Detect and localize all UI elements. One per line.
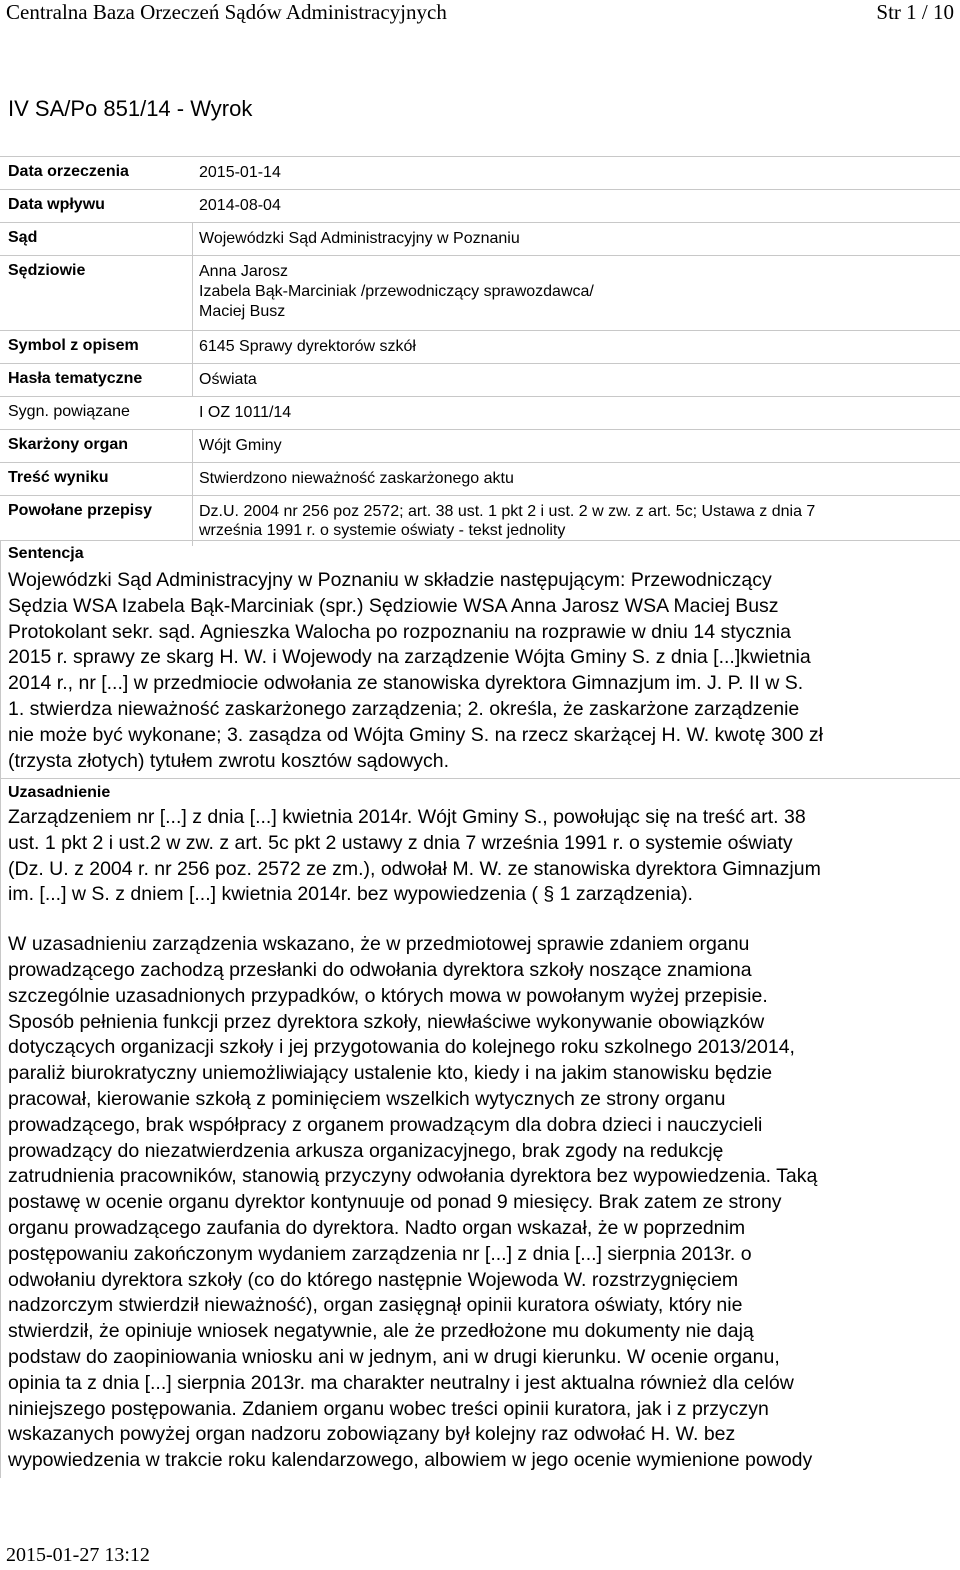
symbol-label: Symbol z opisem xyxy=(8,337,139,354)
print-timestamp: 2015-01-27 13:12 xyxy=(6,1544,150,1566)
receipt-label: Data wpływu xyxy=(8,196,105,213)
text-line: Zarządzeniem nr [...] z dnia [...] kwietnia 2014r. Wójt Gminy S., powołując się na treść art. 38 xyxy=(8,806,806,828)
meta-row-symbol xyxy=(0,330,960,363)
meta-row-receipt xyxy=(0,189,960,222)
receipt-value: 2014-08-04 xyxy=(199,197,281,214)
metadata-table xyxy=(0,156,960,546)
text-line: szczególnie uzasadnionych przypadków, o których mowa w powołanym wyżej przepisie. xyxy=(8,984,768,1007)
uzasadnienie-para-1 xyxy=(8,805,952,908)
text-line: paraliż biurokratyczny uniemożliwiający ustalenie kto, kiedy i na jakim stanowisku będzie xyxy=(8,1062,773,1085)
text-line: Sędzia WSA Izabela Bąk-Marciniak (spr.) Sędziowie WSA Anna Jarosz WSA Maciej Busz xyxy=(8,594,779,617)
page-header xyxy=(6,0,954,28)
symbol-value: 6145 Sprawy dyrektorów szkół xyxy=(199,338,416,355)
text-line: prowadzący do niezatwierdzenia arkusza organizacyjnego, brak zgody na redukcję xyxy=(8,1139,724,1162)
uzasadnienie-heading: Uzasadnienie xyxy=(8,784,111,801)
text-line: organu prowadzącego zaufania do dyrektora. Nadto organ wskazał, że w poprzednim xyxy=(8,1216,746,1239)
text-line: 1. stwierdza nieważność zaskarżonego zarządzenia; 2. określa, że zaskarżone zarządzenie xyxy=(8,697,800,720)
text-line: 2015 r. sprawy ze skarg H. W. i Wojewody na zarządzenie Wójta Gminy S. z dnia [...]kwietnia xyxy=(8,646,811,669)
meta-row-court xyxy=(0,222,960,255)
meta-row-provisions xyxy=(0,495,960,546)
text-line: zatrudnienia pracowników, stanowią przyczyny odwołania dyrektora bez wypowiedzenia. Taką xyxy=(8,1165,818,1188)
text-line: prowadzącego, brak współpracy z organem prowadzącym dla dobra dzieci i nauczycieli xyxy=(8,1113,763,1136)
meta-row-result xyxy=(0,462,960,495)
text-line: prowadzącego zachodzą przesłanki do odwołania dyrektora szkoły noszące znamiona xyxy=(8,958,752,981)
text-line: nadzorczym stwierdził nieważność), organ zasięgnął opinii kuratora oświaty, który nie xyxy=(8,1294,743,1317)
keywords-label: Hasła tematyczne xyxy=(8,370,143,387)
text-line: odwołaniu dyrektora szkoły (co do którego następnie Wojewoda W. rozstrzygnięciem xyxy=(8,1268,739,1291)
meta-row-keywords xyxy=(0,363,960,396)
meta-row-related xyxy=(0,396,960,429)
text-line: W uzasadnieniu zarządzenia wskazano, że w przedmiotowej sprawie zdaniem organu xyxy=(8,933,750,956)
meta-row-organ xyxy=(0,429,960,462)
related-value: I OZ 1011/14 xyxy=(199,404,292,421)
text-line: Protokolant sekr. sąd. Agnieszka Walocha po rozpoznaniu na rozprawie w dniu 14 stycznia xyxy=(8,620,791,643)
judges-label: Sędziowie xyxy=(8,262,86,279)
text-line: podstaw do zaopiniowania wniosku ani w jednym, ani w drugi kierunku. W ocenie organu, xyxy=(8,1345,780,1368)
text-line: wypowiedzenia w trakcie roku kalendarzowego, albowiem w jego ocenie wymienione powody xyxy=(8,1449,813,1472)
result-value: Stwierdzono nieważność zaskarżonego aktu xyxy=(199,470,514,487)
sentencja-heading: Sentencja xyxy=(8,545,84,562)
provisions-line: Dz.U. 2004 nr 256 poz 2572; art. 38 ust. 1 pkt 2 i ust. 2 w zw. z art. 5c; Ustawa z dnia 7 xyxy=(199,503,816,520)
court-label: Sąd xyxy=(8,229,38,246)
result-label: Treść wyniku xyxy=(8,469,109,486)
text-line: wskazanych powyżej organ nadzoru zobowiązany był kolejny raz odwołać H. W. bez xyxy=(8,1423,736,1446)
sentencja-section xyxy=(8,545,952,774)
text-line: pracował, kierowanie szkołą z pominięciem wszelkich wytycznych ze strony organu xyxy=(8,1087,726,1110)
judge-name: Izabela Bąk-Marciniak /przewodniczący sprawozdawca/ xyxy=(199,283,594,300)
site-title: Centralna Baza Orzeczeń Sądów Administracyjnych xyxy=(6,0,447,24)
text-line: Wojewódzki Sąd Administracyjny w Poznaniu w składzie następującym: Przewodniczący xyxy=(8,569,772,591)
judge-name: Anna Jarosz xyxy=(199,263,288,280)
text-line: postawę w ocenie organu dyrektor kontynuuje od ponad 9 miesięcy. Brak zatem ze strony xyxy=(8,1191,782,1214)
text-line: (Dz. U. z 2004 r. nr 256 poz. 2572 ze zm.), odwołał M. W. ze stanowiska dyrektora Gimnazjum xyxy=(8,857,821,880)
text-line: nie może być wykonane; 3. zasądza od Wójta Gminy S. na rzecz skarżącej H. W. kwotę 300 zł xyxy=(8,723,824,746)
organ-value: Wójt Gminy xyxy=(199,437,282,454)
text-line: postępowaniu zakończonym wydaniem zarządzenia nr [...] z dnia [...] sierpnia 2013r. o xyxy=(8,1242,752,1265)
judges-list xyxy=(199,262,594,321)
date-value: 2015-01-14 xyxy=(199,164,281,181)
meta-row-judges xyxy=(0,255,960,330)
date-label: Data orzeczenia xyxy=(8,163,129,180)
text-line: ust. 1 pkt 2 i ust.2 w zw. z art. 5c pkt 2 ustawy z dnia 7 września 1991 r. o systemie oświaty xyxy=(8,831,793,854)
text-line: dotyczących organizacji szkoły i jej przygotowania do kolejnego roku szkolnego 2013/2014, xyxy=(8,1036,795,1059)
text-line: opinia ta z dnia [...] sierpnia 2013r. ma charakter neutralny i jest aktualna również dla celów xyxy=(8,1371,794,1394)
uzasadnienie-section xyxy=(8,784,952,1474)
text-line: 2014 r., nr [...] w przedmiocie odwołania ze stanowiska dyrektora Gimnazjum im. J. P. II w S. xyxy=(8,672,804,695)
organ-label: Skarżony organ xyxy=(8,436,129,453)
court-value: Wojewódzki Sąd Administracyjny w Poznaniu xyxy=(199,230,520,247)
text-line: niniejszego postępowania. Zdaniem organu wobec treści opinii kuratora, jak i z przyczyn xyxy=(8,1397,769,1420)
sentencja-body xyxy=(8,568,952,774)
keywords-value: Oświata xyxy=(199,371,257,388)
text-line: im. [...] w S. z dniem [...] kwietnia 2014r. bez wypowiedzenia ( § 1 zarządzenia). xyxy=(8,883,693,906)
provisions-value xyxy=(199,502,815,540)
case-title: IV SA/Po 851/14 - Wyrok xyxy=(8,96,253,121)
provisions-label: Powołane przepisy xyxy=(8,502,153,519)
related-label: Sygn. powiązane xyxy=(8,403,130,420)
uzasadnienie-para-2 xyxy=(8,932,952,1474)
provisions-line: września 1991 r. o systemie oświaty - tekst jednolity xyxy=(199,522,566,539)
text-line: Sposób pełnienia funkcji przez dyrektora szkoły, niewłaściwe wykonywanie obowiązków xyxy=(8,1010,765,1033)
page-indicator: Str 1 / 10 xyxy=(876,0,954,24)
text-line: stwierdził, że opiniuje wniosek negatywnie, ale że przedłożone mu dokumenty nie dają xyxy=(8,1320,754,1343)
meta-row-date xyxy=(0,156,960,189)
text-line: (trzysta złotych) tytułem zwrotu kosztów sądowych. xyxy=(8,749,450,772)
judge-name: Maciej Busz xyxy=(199,303,286,320)
